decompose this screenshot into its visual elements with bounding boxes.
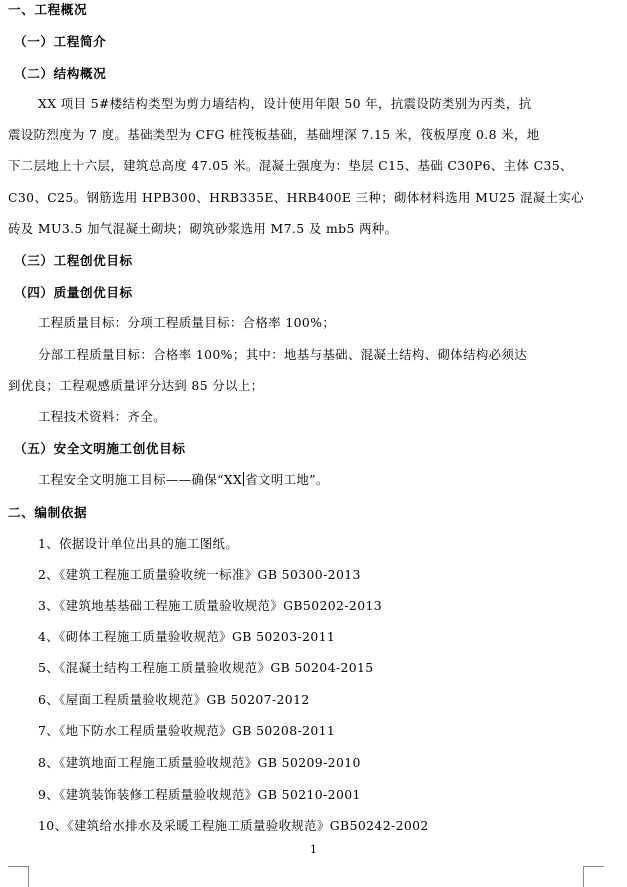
subheading-excellence-target: （三）工程创优目标 (14, 253, 133, 268)
text-before-cursor: 工程安全文明施工目标——确保“XX (38, 472, 243, 487)
paragraph-line: XX 项目 5#楼结构类型为剪力墙结构，设计使用年限 50 年，抗震设防类别为丙类，抗 (38, 96, 532, 111)
list-item: 2、《建筑工程施工质量验收统一标准》GB 50300-2013 (38, 567, 361, 582)
list-item: 3、《建筑地基基础工程施工质量验收规范》GB50202-2013 (38, 598, 383, 613)
list-item: 8、《建筑地面工程施工质量验收规范》GB 50209-2010 (38, 755, 361, 770)
list-item: 5、《混凝土结构工程施工质量验收规范》GB 50204-2015 (38, 660, 374, 675)
text-after-cursor: 省文明工地”。 (245, 472, 329, 487)
paragraph-line: 工程技术资料：齐全。 (38, 409, 166, 424)
subheading-project-intro: （一）工程简介 (14, 34, 107, 49)
paragraph-line: 到优良；工程观感质量评分达到 85 分以上； (8, 378, 264, 393)
page-number: 1 (310, 843, 317, 856)
paragraph-line: 下二层地上十六层，建筑总高度 47.05 米。混凝土强度为：垫层 C15、基础 C30P6、主体 C35、 (8, 158, 573, 173)
list-item: 1、依据设计单位出具的施工图纸。 (38, 536, 239, 551)
list-item: 7、《地下防水工程质量验收规范》GB 50208-2011 (38, 723, 336, 738)
paragraph-line-with-cursor[interactable] (38, 472, 329, 488)
list-item: 9、《建筑装饰装修工程质量验收规范》GB 50210-2001 (38, 787, 361, 802)
paragraph-line: C30、C25。钢筋选用 HPB300、HRB335E、HRB400E 三种；砌体材料选用 MU25 混凝土实心 (8, 190, 584, 205)
paragraph-line: 工程质量目标：分项工程质量目标：合格率 100%； (38, 315, 336, 330)
paragraph-line: 砖及 MU3.5 加气混凝土砌块；砌筑砂浆选用 M7.5 及 mb5 两种。 (8, 221, 398, 236)
list-item: 6、《屋面工程质量验收规范》GB 50207-2012 (38, 692, 310, 707)
page-corner-mark-right (583, 866, 604, 887)
section-heading-project-overview: 一、工程概况 (8, 2, 88, 17)
list-item: 10、《建筑给水排水及采暖工程施工质量验收规范》GB50242-2002 (38, 818, 429, 833)
list-item: 4、《砌体工程施工质量验收规范》GB 50203-2011 (38, 629, 336, 644)
paragraph-line: 震设防烈度为 7 度。基础类型为 CFG 桩筏板基础，基础埋深 7.15 米，筏板厚度 0.8 米，地 (8, 127, 540, 142)
subheading-structure-overview: （二）结构概况 (14, 66, 107, 81)
paragraph-line: 分部工程质量目标：合格率 100%；其中：地基与基础、混凝土结构、砌体结构必须达 (38, 347, 528, 362)
section-heading-basis: 二、编制依据 (8, 505, 88, 520)
subheading-quality-target: （四）质量创优目标 (14, 285, 133, 300)
page-corner-mark-left (8, 866, 29, 887)
subheading-safety-target: （五）安全文明施工创优目标 (14, 441, 186, 456)
